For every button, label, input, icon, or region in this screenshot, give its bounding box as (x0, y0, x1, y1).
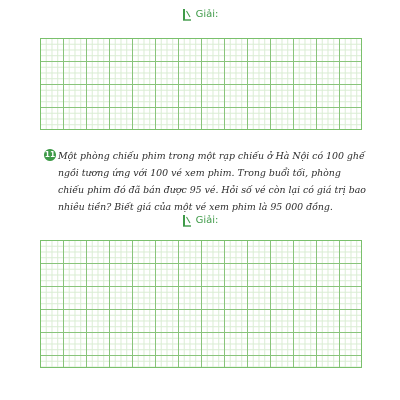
pencil-ruler-icon (182, 214, 192, 227)
problem-number-badge: 11 (44, 150, 56, 159)
pencil-ruler-icon (182, 8, 192, 21)
answer-label: Giải: (195, 9, 219, 20)
answer-label: Giải: (195, 215, 219, 226)
problem-text: Một phòng chiếu phim trong một rạp chiếu ở Hà Nội có 100 ghế ngồi tương ứng với 100 vé xem phim. Trong buổi tối, phòng chiếu phim đó đã bán được 95 vé. Hỏi số vé còn lại có giá trị bao nhiêu tiền? Biết giá của một vé xem phim là 95 000 đồng. (58, 151, 366, 213)
answer-heading-2 (0, 214, 400, 227)
problem-11 (44, 148, 366, 216)
answer-grid-1[interactable] (40, 38, 362, 130)
answer-heading-1 (0, 8, 400, 21)
answer-grid-2[interactable] (40, 240, 362, 368)
